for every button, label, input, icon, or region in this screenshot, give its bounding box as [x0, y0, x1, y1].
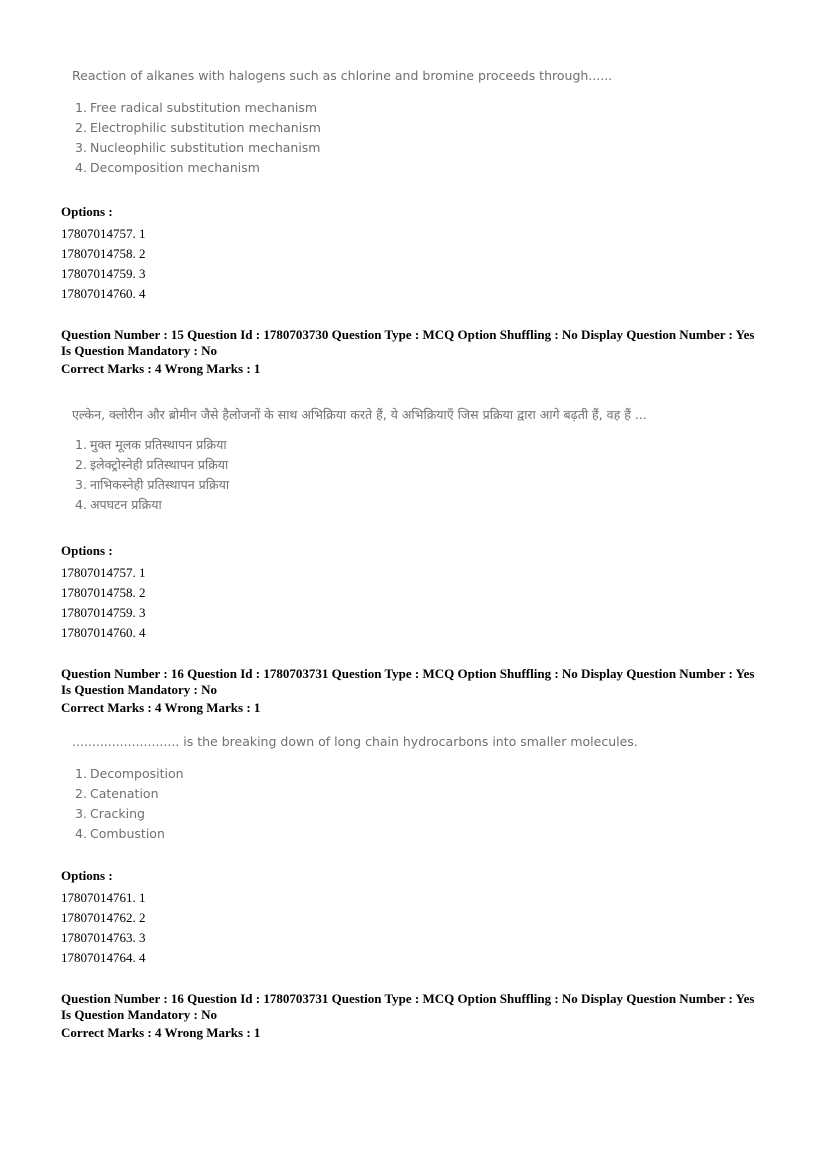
options-label: Options :	[61, 543, 113, 558]
question-image-14	[72, 68, 612, 178]
question-image-16	[72, 734, 638, 844]
question-stem: एल्केन, क्लोरीन और ब्रोमीन जैसे हैलोजनों के साथ अभिक्रिया करते हैं, ये अभिक्रियाएँ जिस प्रक्रिया द्वारा आगे बढ़ती हैं, वह हैं ...	[72, 407, 647, 422]
options-label: Options :	[61, 204, 113, 219]
question-mandatory: Is Question Mandatory : No	[61, 343, 218, 358]
option-id: 17807014759. 3	[61, 266, 146, 281]
question-marks: Correct Marks : 4 Wrong Marks : 1	[61, 361, 261, 376]
question-meta-line: Question Number : 16 Question Id : 1780703731 Question Type : MCQ Option Shuffling : No Display Question Number : Yes	[61, 666, 755, 681]
choice-item: 3. नाभिकस्नेही प्रतिस्थापन प्रक्रिया	[75, 477, 230, 492]
choice-item: 2. इलेक्ट्रोस्नेही प्रतिस्थापन प्रक्रिया	[75, 457, 229, 472]
choice-list	[72, 98, 612, 178]
option-id: 17807014762. 2	[61, 910, 146, 925]
choice-list	[72, 435, 647, 515]
choice-item: 4. Decomposition mechanism	[75, 160, 260, 175]
option-id: 17807014760. 4	[61, 286, 146, 301]
options-block-16	[61, 868, 146, 968]
question-mandatory: Is Question Mandatory : No	[61, 1007, 218, 1022]
choice-item: 2. Electrophilic substitution mechanism	[75, 120, 321, 135]
question-stem: Reaction of alkanes with halogens such as chlorine and bromine proceeds through......	[72, 68, 613, 83]
question-stem: ........................... is the breaking down of long chain hydrocarbons into smaller molecules.	[72, 734, 638, 749]
choice-item: 4. Combustion	[75, 826, 165, 841]
option-id: 17807014757. 1	[61, 565, 146, 580]
options-block-14	[61, 204, 146, 304]
question-mandatory: Is Question Mandatory : No	[61, 682, 218, 697]
option-id: 17807014760. 4	[61, 625, 146, 640]
choice-list	[72, 764, 638, 844]
option-id: 17807014763. 3	[61, 930, 146, 945]
choice-item: 2. Catenation	[75, 786, 159, 801]
choice-item: 3. Cracking	[75, 806, 145, 821]
question-meta-15	[61, 327, 754, 377]
choice-item: 1. मुक्त मूलक प्रतिस्थापन प्रक्रिया	[75, 437, 227, 452]
options-block-15	[61, 543, 146, 643]
option-id: 17807014757. 1	[61, 226, 146, 241]
option-id: 17807014759. 3	[61, 605, 146, 620]
question-meta-16-repeat	[61, 991, 754, 1041]
question-marks: Correct Marks : 4 Wrong Marks : 1	[61, 1025, 261, 1040]
choice-item: 1. Free radical substitution mechanism	[75, 100, 318, 115]
choice-item: 1. Decomposition	[75, 766, 184, 781]
option-id: 17807014758. 2	[61, 246, 146, 261]
question-meta-16	[61, 666, 754, 716]
question-image-15	[72, 406, 647, 515]
options-label: Options :	[61, 868, 113, 883]
option-id: 17807014761. 1	[61, 890, 146, 905]
choice-item: 3. Nucleophilic substitution mechanism	[75, 140, 321, 155]
option-id: 17807014758. 2	[61, 585, 146, 600]
choice-item: 4. अपघटन प्रक्रिया	[75, 497, 162, 512]
question-marks: Correct Marks : 4 Wrong Marks : 1	[61, 700, 261, 715]
option-id: 17807014764. 4	[61, 950, 146, 965]
question-meta-line: Question Number : 15 Question Id : 1780703730 Question Type : MCQ Option Shuffling : No Display Question Number : Yes	[61, 327, 755, 342]
question-meta-line: Question Number : 16 Question Id : 1780703731 Question Type : MCQ Option Shuffling : No Display Question Number : Yes	[61, 991, 755, 1006]
